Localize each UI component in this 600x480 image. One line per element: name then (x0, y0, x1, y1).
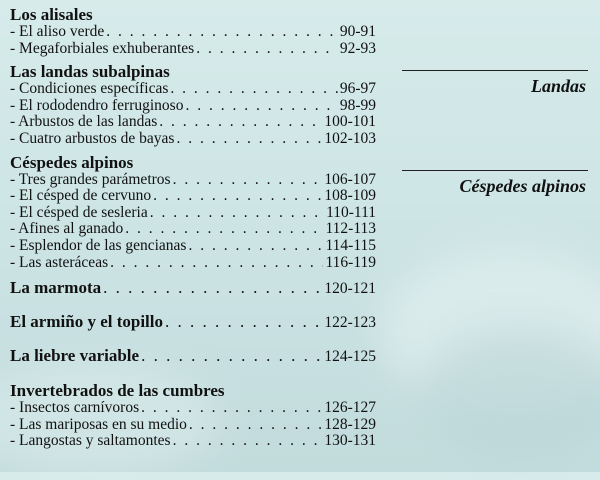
toc-section (10, 6, 376, 57)
section-title: Céspedes alpinos (10, 152, 134, 172)
toc-entry (10, 114, 376, 131)
toc-section (10, 154, 376, 272)
toc-entry (10, 417, 376, 434)
toc-entry (10, 255, 376, 272)
toc-section (10, 63, 376, 147)
entry-label: - Tres grandes parámetros (10, 170, 171, 188)
entry-label: - Afines al ganado (10, 220, 124, 238)
entry-pages: 128-129 (324, 415, 376, 433)
entry-label: - Insectos carnívoros (10, 399, 140, 417)
entry-title: La marmota (10, 278, 102, 298)
toc-entry-major (10, 279, 376, 298)
toc-entry (10, 41, 376, 58)
divider (402, 70, 588, 71)
toc-entry (10, 98, 376, 115)
entry-title: El armiño y el topillo (10, 312, 163, 332)
toc-entry (10, 400, 376, 417)
side-label-cespedes (402, 170, 588, 197)
toc-entry (10, 221, 376, 238)
entry-title: La liebre variable (10, 346, 140, 366)
section-title: Invertebrados de las cumbres (10, 381, 225, 401)
entry-pages: 108-109 (324, 187, 376, 205)
entry-pages: 120-121 (324, 280, 376, 298)
entry-pages: 106-107 (324, 170, 376, 188)
entry-label: - El aliso verde (10, 23, 105, 40)
entry-pages: 112-113 (325, 220, 376, 238)
toc-entry (10, 238, 376, 255)
entry-label: - Langostas y saltamontes (10, 432, 171, 450)
entry-pages: 98-99 (339, 96, 376, 114)
section-title: Las landas subalpinas (10, 62, 170, 82)
chapter-label: Céspedes alpinos (459, 176, 586, 196)
entry-label: - El césped de sesleria (10, 203, 148, 221)
toc-entry (10, 172, 376, 189)
toc-entry (10, 24, 376, 41)
toc-section (10, 382, 376, 450)
entry-pages: 100-101 (324, 113, 376, 131)
section-title: Los alisales (10, 5, 93, 24)
toc-entry (10, 433, 376, 450)
entry-pages: 130-131 (324, 432, 376, 450)
toc-entry (10, 81, 376, 98)
entry-label: - Esplendor de las gencianas (10, 236, 187, 254)
entry-label: - Cuatro arbustos de bayas (10, 129, 175, 147)
entry-pages: 90-91 (339, 23, 376, 40)
entry-pages: 116-119 (325, 253, 376, 271)
toc-entry-major (10, 313, 376, 332)
entry-pages: 92-93 (339, 39, 376, 57)
divider (402, 170, 588, 171)
entry-pages: 122-123 (324, 314, 376, 332)
toc-entry (10, 131, 376, 148)
toc-entry-major (10, 347, 376, 366)
entry-pages: 114-115 (325, 236, 376, 254)
entry-label: - Condiciones específicas (10, 80, 169, 98)
entry-pages: 126-127 (324, 399, 376, 417)
table-of-contents (10, 6, 376, 456)
entry-label: - Arbustos de las landas (10, 113, 158, 131)
toc-entry (10, 205, 376, 222)
chapter-label: Landas (530, 76, 586, 96)
entry-pages: 110-111 (326, 203, 376, 221)
entry-label: - El césped de cervuno (10, 187, 152, 205)
entry-pages: 96-97 (339, 80, 376, 98)
entry-label: - Las asteráceas (10, 253, 109, 271)
entry-label: - El rododendro ferruginoso (10, 96, 184, 114)
entry-pages: 102-103 (324, 129, 376, 147)
entry-label: - Las mariposas en su medio (10, 415, 187, 433)
entry-pages: 124-125 (324, 348, 376, 366)
toc-entry (10, 188, 376, 205)
entry-label: - Megaforbiales exhuberantes (10, 39, 195, 57)
side-label-landas (402, 70, 588, 97)
